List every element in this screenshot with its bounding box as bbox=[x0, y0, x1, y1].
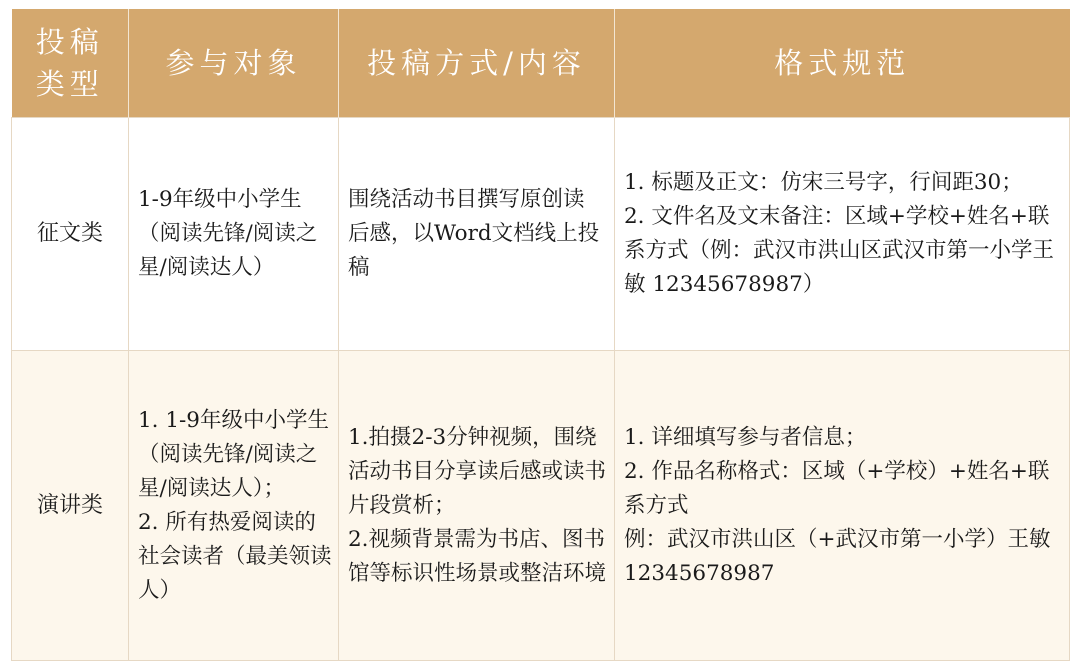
submission-table-container bbox=[11, 9, 1069, 661]
row-method-essay: 围绕活动书目撰写原创读后感，以Word文档线上投稿 bbox=[339, 118, 615, 351]
participant-line: 1. 1-9年级中小学生（阅读先锋/阅读之星/阅读达人）； bbox=[138, 407, 329, 501]
format-line: 2. 文件名及文末备注：区域+学校+姓名+联系方式（例：武汉市洪山区武汉市第一小学王敏 12345678987） bbox=[624, 204, 1055, 297]
method-line: 1.拍摄2-3分钟视频，围绕活动书目分享读后感或读书片段赏析； bbox=[348, 424, 607, 518]
row-type-essay: 征文类 bbox=[12, 118, 129, 351]
row-format-speech bbox=[615, 351, 1070, 661]
submission-table bbox=[11, 9, 1070, 661]
header-type: 投稿 类型 bbox=[12, 9, 129, 118]
participant-line: 2. 所有热爱阅读的社会读者（最美领读人） bbox=[138, 509, 332, 603]
method-line: 2.视频背景需为书店、图书馆等标识性场景或整洁环境 bbox=[348, 526, 607, 586]
header-method: 投稿方式/内容 bbox=[339, 9, 615, 118]
row-participants-essay: 1-9年级中小学生（阅读先锋/阅读之星/阅读达人） bbox=[129, 118, 339, 351]
format-line: 2. 作品名称格式：区域（+学校）+姓名+联系方式 bbox=[624, 458, 1050, 518]
table-header-row bbox=[12, 9, 1070, 118]
format-line: 1. 详细填写参与者信息； bbox=[624, 424, 867, 450]
format-line: 例：武汉市洪山区（+武汉市第一小学）王敏 12345678987 bbox=[624, 526, 1051, 586]
format-line: 1. 标题及正文：仿宋三号字，行间距30； bbox=[624, 170, 1023, 195]
row-format-essay bbox=[615, 118, 1070, 351]
row-method-speech bbox=[339, 351, 615, 661]
header-format: 格式规范 bbox=[615, 9, 1070, 118]
table-row bbox=[12, 351, 1070, 661]
header-participants: 参与对象 bbox=[129, 9, 339, 118]
row-participants-speech bbox=[129, 351, 339, 661]
row-type-speech: 演讲类 bbox=[12, 351, 129, 661]
table-row bbox=[12, 118, 1070, 351]
